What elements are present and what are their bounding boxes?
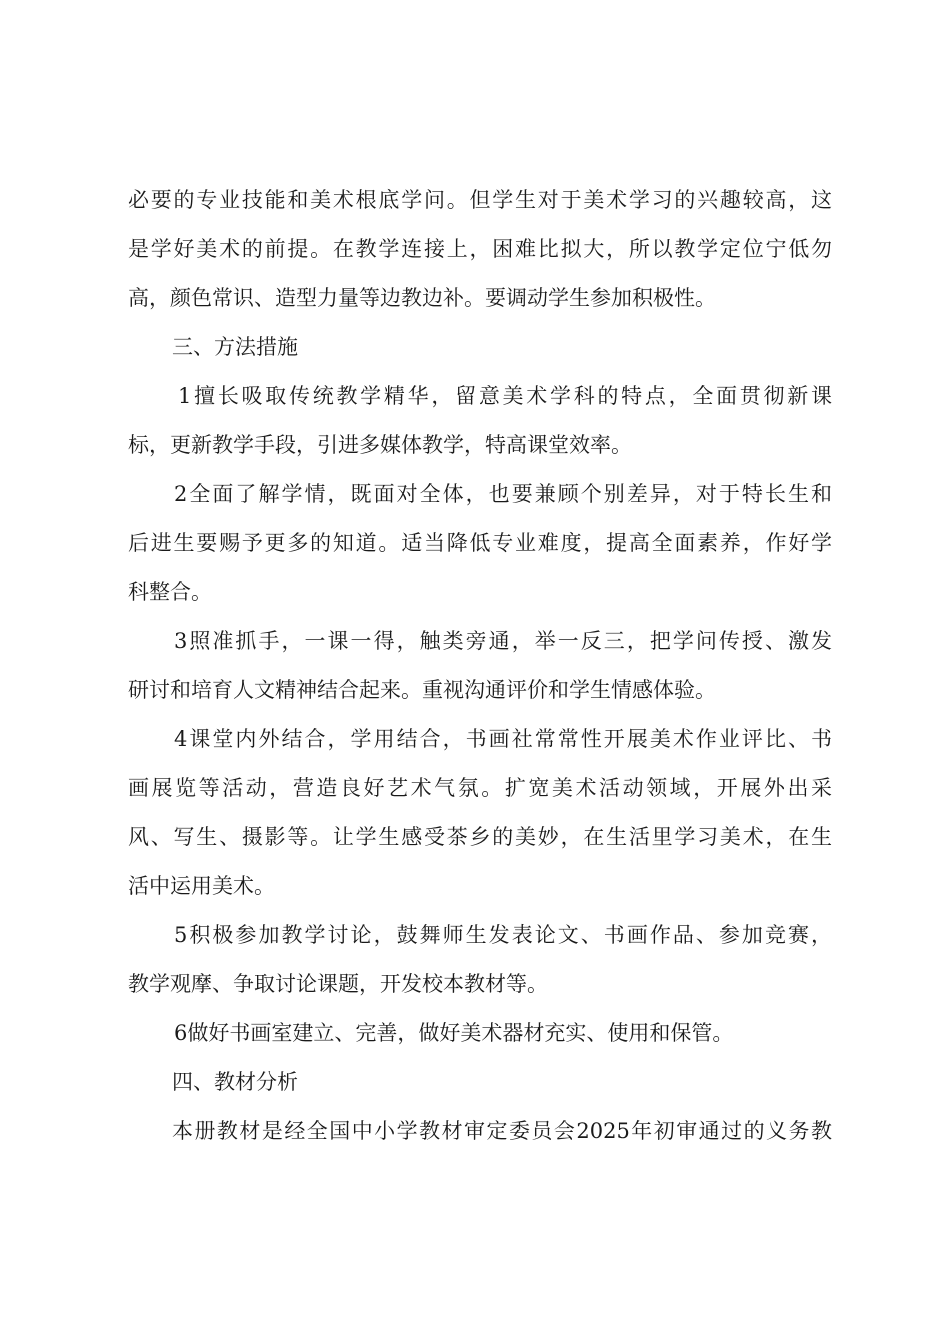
paragraph-line: 研讨和培育人文精神结合起来。重视沟通评价和学生情感体验。 xyxy=(128,678,716,702)
paragraph-line: 高，颜色常识、造型力量等边教边补。要调动学生参加积极性。 xyxy=(128,286,716,310)
paragraph-line: 是学好美术的前提。在教学连接上，困难比拟大，所以教学定位宁低勿 xyxy=(128,237,832,261)
paragraph-line: 后进生要赐予更多的知道。适当降低专业难度，提高全面素养，作好学 xyxy=(128,531,832,555)
paragraph-line: 必要的专业技能和美术根底学问。但学生对于美术学习的兴趣较高，这 xyxy=(128,188,832,212)
paragraph-line: 科整合。 xyxy=(128,580,212,604)
paragraph-line: 教学观摩、争取讨论课题，开发校本教材等。 xyxy=(128,972,548,996)
document-page xyxy=(128,188,832,1168)
paragraph-line: 1擅长吸取传统教学精华，留意美术学科的特点，全面贯彻新课 xyxy=(178,384,832,408)
paragraph-line: 3照准抓手，一课一得，触类旁通，举一反三，把学问传授、激发 xyxy=(174,629,832,653)
section-heading: 三、方法措施 xyxy=(172,335,298,359)
paragraph-line: 本册教材是经全国中小学教材审定委员会2025年初审通过的义务教 xyxy=(172,1119,832,1143)
paragraph-line: 2全面了解学情，既面对全体，也要兼顾个别差异，对于特长生和 xyxy=(174,482,832,506)
paragraph-line: 6做好书画室建立、完善，做好美术器材充实、使用和保管。 xyxy=(174,1021,734,1045)
paragraph-line: 画展览等活动，营造良好艺术气氛。扩宽美术活动领域，开展外出采 xyxy=(128,776,832,800)
paragraph-line: 4课堂内外结合，学用结合，书画社常常性开展美术作业评比、书 xyxy=(174,727,832,751)
paragraph-line: 5积极参加教学讨论，鼓舞师生发表论文、书画作品、参加竞赛， xyxy=(174,923,832,947)
paragraph-line: 活中运用美术。 xyxy=(128,874,275,898)
paragraph-line: 风、写生、摄影等。让学生感受茶乡的美妙，在生活里学习美术，在生 xyxy=(128,825,832,849)
section-heading: 四、教材分析 xyxy=(172,1070,298,1094)
paragraph-line: 标，更新教学手段，引进多媒体教学，特高课堂效率。 xyxy=(128,433,632,457)
